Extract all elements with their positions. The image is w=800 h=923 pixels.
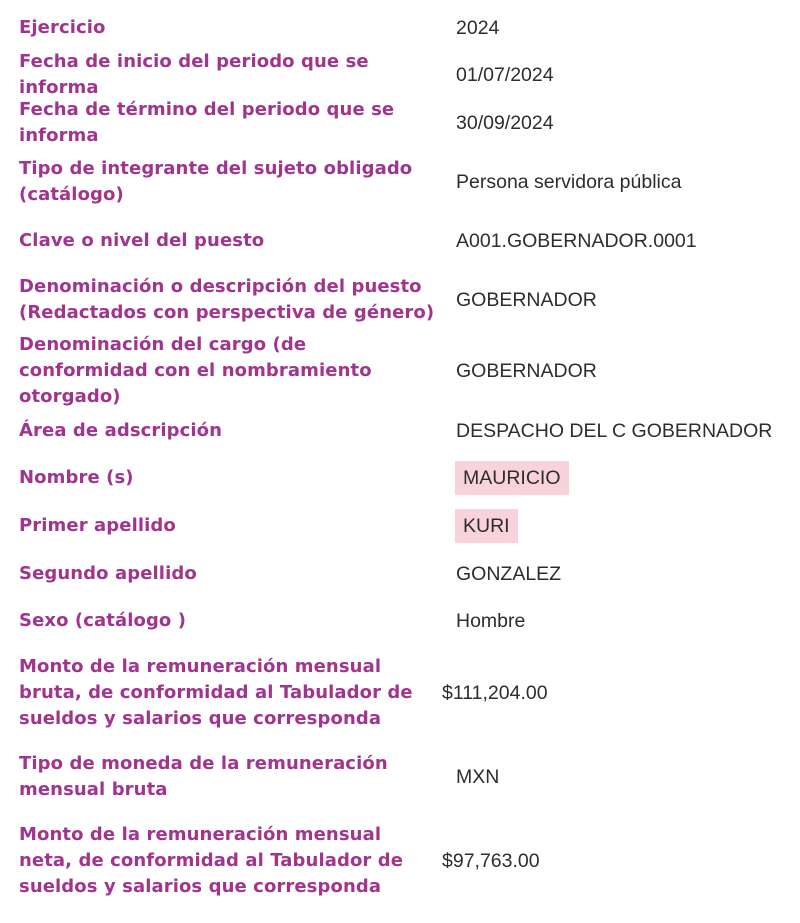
field-value: GONZALEZ: [456, 563, 562, 585]
field-label: Fecha de término del periodo que se informa: [19, 99, 395, 146]
field-value: Hombre: [456, 610, 526, 632]
row-remuneracion-bruta: [0, 644, 800, 741]
field-label: Monto de la remuneración mensual bruta, de conformidad al Tabulador de sueldos y salarios que corresponda: [19, 655, 413, 729]
field-label: Denominación del cargo (de conformidad con el nombramiento otorgado): [19, 334, 372, 407]
public-servant-record: [0, 4, 800, 909]
field-label: Monto de la remuneración mensual neta, de conformidad al Tabulador de sueldos y salarios que corresponda: [19, 824, 404, 897]
field-value-highlighted: [437, 465, 800, 491]
highlighted-text: MAURICIO: [455, 461, 569, 495]
field-value-highlighted: [437, 513, 800, 539]
row-area-adscripcion: [0, 407, 800, 454]
row-fecha-inicio: [0, 51, 800, 99]
field-value: A001.GOBERNADOR.0001: [456, 229, 697, 252]
field-label: Sexo (catálogo ): [19, 610, 187, 631]
field-value: MXN: [456, 766, 500, 788]
row-clave-puesto: [0, 216, 800, 265]
field-value: Persona servidora pública: [456, 170, 682, 193]
row-nombre: [0, 454, 800, 502]
field-label: Área de adscripción: [19, 419, 223, 441]
field-label: Segundo apellido: [19, 563, 197, 584]
field-value: 2024: [456, 16, 500, 39]
row-primer-apellido: [0, 502, 800, 550]
field-label: Denominación o descripción del puesto (Redactados con perspectiva de género): [19, 276, 435, 323]
field-value: 01/07/2024: [456, 64, 554, 86]
row-ejercicio: [0, 4, 800, 51]
field-label: Ejercicio: [19, 16, 106, 38]
row-fecha-termino: [0, 99, 800, 147]
row-remuneracion-neta: [0, 813, 800, 909]
field-label: Tipo de integrante del sujeto obligado (catálogo): [19, 157, 413, 205]
field-label: Primer apellido: [19, 515, 176, 536]
row-sexo: [0, 598, 800, 644]
row-segundo-apellido: [0, 550, 800, 598]
field-value: $97,763.00: [442, 850, 540, 872]
highlighted-text: KURI: [455, 509, 518, 543]
field-label: Nombre (s): [19, 467, 134, 488]
field-value: DESPACHO DEL C GOBERNADOR: [456, 419, 773, 442]
row-moneda-bruta: [0, 741, 800, 813]
field-value: GOBERNADOR: [456, 360, 597, 382]
row-denominacion-cargo: [0, 335, 800, 407]
row-denominacion-puesto: [0, 265, 800, 335]
field-value: GOBERNADOR: [456, 289, 597, 311]
field-label: Clave o nivel del puesto: [19, 229, 265, 251]
field-value: 30/09/2024: [456, 112, 554, 134]
field-label: Tipo de moneda de la remuneración mensual bruta: [19, 753, 388, 800]
field-label: Fecha de inicio del periodo que se informa: [19, 51, 369, 98]
field-value: $111,204.00: [442, 681, 548, 704]
row-tipo-integrante: [0, 147, 800, 216]
